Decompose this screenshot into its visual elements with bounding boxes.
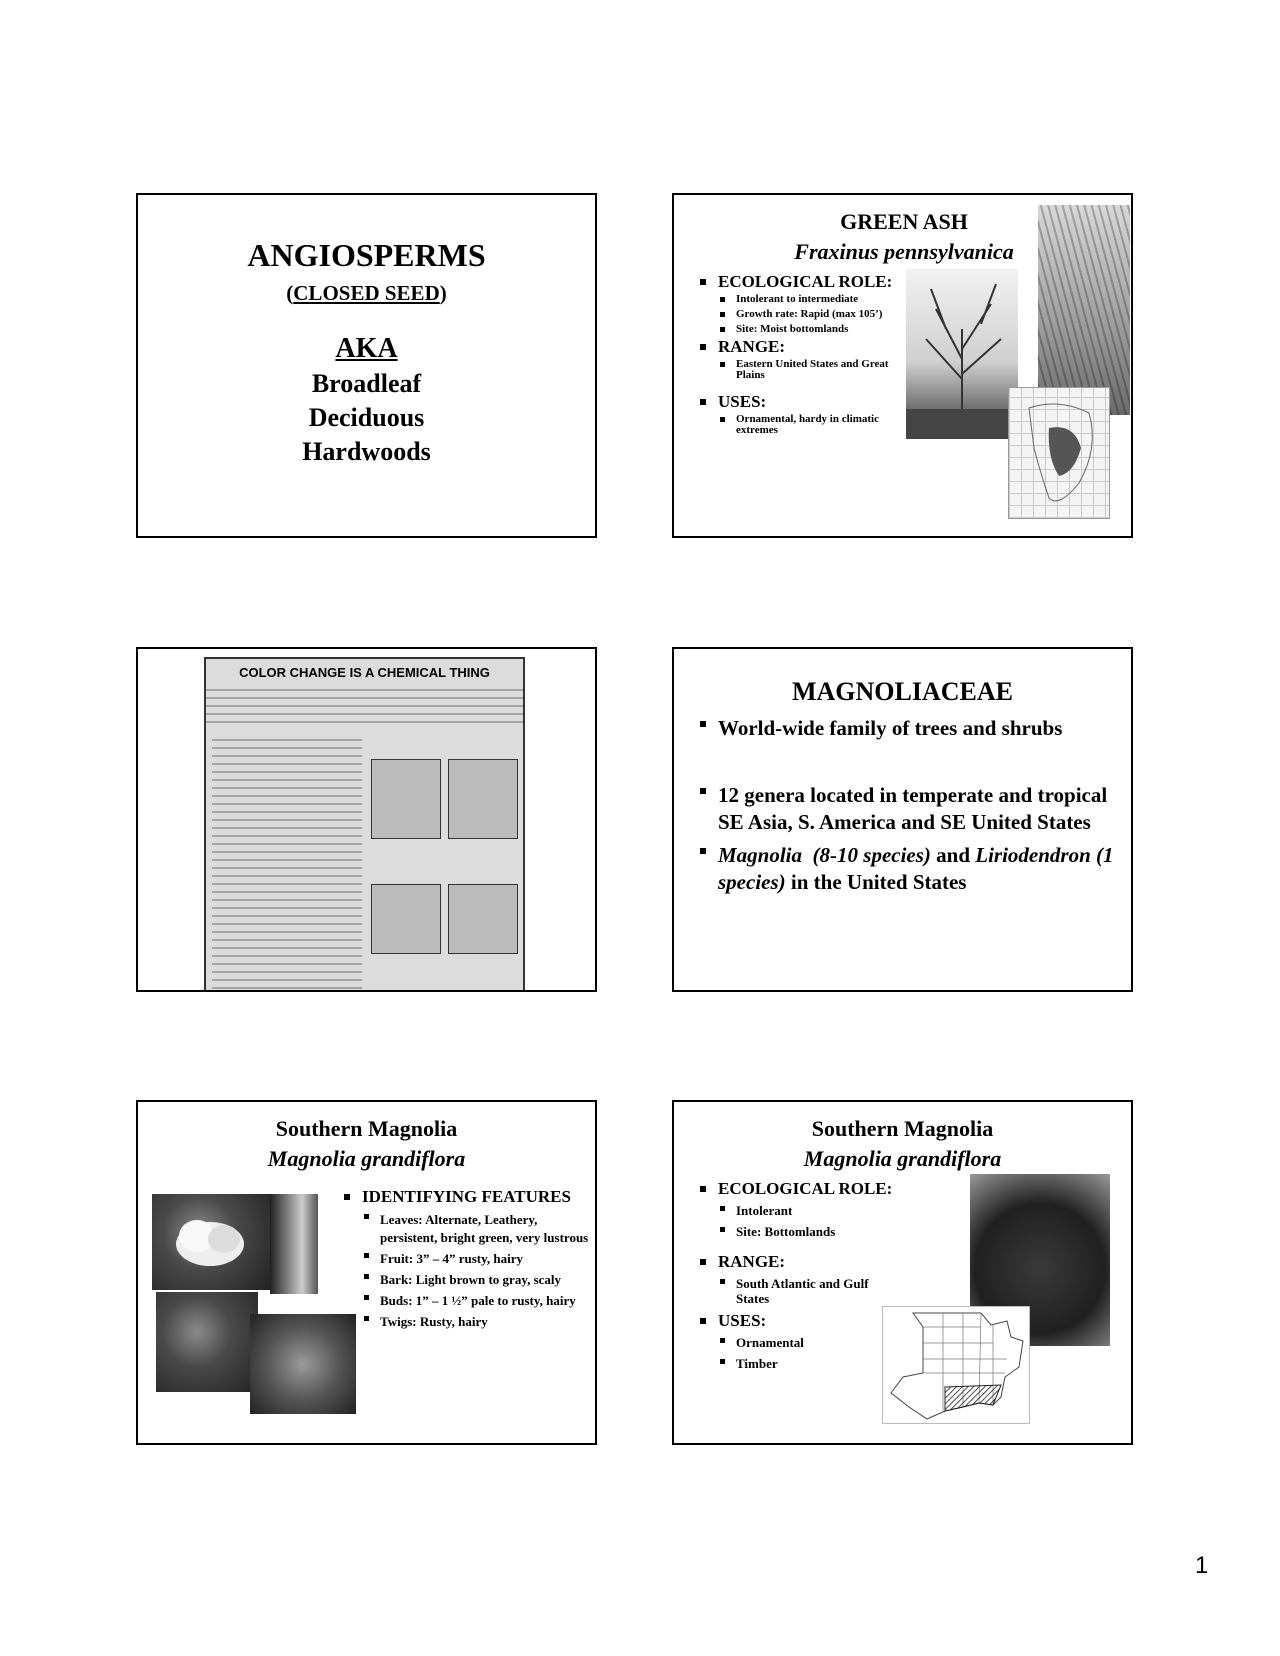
magnoliaceae-bullets — [700, 715, 1120, 896]
section-label: ECOLOGICAL ROLE: Intolerant to intermediate Growth rate: Rapid (max 105’) Site: Moist bottomlands — [700, 273, 900, 335]
magnolia-bark-photo — [270, 1194, 318, 1294]
newspaper-clipping-image — [204, 657, 525, 992]
slide-title: Southern Magnolia — [275, 1116, 458, 1141]
list-item: Intolerant — [720, 1203, 900, 1218]
list-item: Leaves: Alternate, Leathery, persistent, bright green, very lustrous — [364, 1211, 594, 1247]
slide-subtitle: (CLOSED SEED) — [286, 281, 447, 305]
clipping-headline: COLOR CHANGE IS A CHEMICAL THING — [239, 665, 490, 680]
slide-title: GREEN ASH — [840, 209, 968, 234]
section-label: USES: Ornamental Timber — [700, 1312, 900, 1371]
section-label: USES: Ornamental, hardy in climatic extremes — [700, 393, 900, 436]
slide-angiosperms — [136, 193, 597, 538]
species-name: Magnolia grandiflora — [267, 1146, 466, 1171]
slide-title: MAGNOLIACEAE — [791, 677, 1013, 706]
diagram-panel-1 — [371, 759, 441, 839]
clipping-text-column — [212, 739, 362, 989]
list-item: South Atlantic and Gulf States — [720, 1276, 900, 1306]
list-item: Timber — [720, 1356, 900, 1371]
section-label: IDENTIFYING FEATURES Leaves: Alternate, Leathery, persistent, bright green, very lustrous Fruit: 3” – 4” rusty, hairy Bark: Light brown to gray, scaly Buds: 1” – 1 ½” pale to rusty, hairy Twigs: Rusty, hairy — [344, 1188, 594, 1331]
term: Broadleaf — [311, 369, 422, 398]
list-item: Site: Bottomlands — [720, 1224, 900, 1239]
list-item: Magnolia (8-10 species) and Liriodendron (1 species) in the United States — [700, 842, 1120, 896]
section-label: ECOLOGICAL ROLE: Intolerant Site: Bottomlands — [700, 1180, 900, 1239]
slide-green-ash — [672, 193, 1133, 538]
list-item: Buds: 1” – 1 ½” pale to rusty, hairy — [364, 1292, 594, 1310]
page-number: 1 — [1195, 1552, 1209, 1579]
range-map-shape — [1009, 388, 1110, 519]
us-states-map — [883, 1307, 1030, 1424]
magnolia-fruit-photo — [156, 1292, 258, 1392]
list-item: Fruit: 3” – 4” rusty, hairy — [364, 1250, 594, 1268]
list-item: Twigs: Rusty, hairy — [364, 1313, 594, 1331]
section-label: RANGE: South Atlantic and Gulf States — [700, 1253, 900, 1306]
flower-shape — [152, 1194, 270, 1290]
diagram-panel-2 — [448, 759, 518, 839]
identifying-features-list — [344, 1188, 594, 1331]
list-item: Bark: Light brown to gray, scaly — [364, 1271, 594, 1289]
slide-title: ANGIOSPERMS — [247, 237, 486, 273]
list-item: Site: Moist bottomlands — [720, 324, 900, 335]
tree-silhouette — [906, 269, 1018, 439]
term: Hardwoods — [302, 437, 431, 466]
diagram-panel-3 — [371, 884, 441, 954]
green-ash-tree-photo — [906, 269, 1018, 439]
slide-color-change-clipping — [136, 647, 597, 992]
green-ash-bullets — [700, 273, 900, 436]
slide-magnoliaceae — [672, 647, 1133, 992]
list-item: World-wide family of trees and shrubs — [700, 715, 1120, 742]
species-name: Fraxinus pennsylvanica — [794, 239, 1014, 264]
list-item: Intolerant to intermediate — [720, 294, 900, 305]
species-name: Magnolia grandiflora — [803, 1146, 1002, 1171]
slide-title: Southern Magnolia — [811, 1116, 994, 1141]
aka-terms — [138, 367, 595, 469]
green-ash-range-map — [1008, 387, 1110, 519]
list-item: Eastern United States and Great Plains — [720, 359, 900, 381]
list-item: Ornamental — [720, 1335, 900, 1350]
green-ash-foliage-photo — [1038, 205, 1130, 415]
slide-southern-magnolia-ecology — [672, 1100, 1133, 1445]
term: Deciduous — [308, 403, 425, 432]
magnolia-range-map — [882, 1306, 1030, 1424]
list-item: 12 genera located in temperate and tropical SE Asia, S. America and SE United States — [700, 782, 1120, 836]
list-item: Growth rate: Rapid (max 105’) — [720, 309, 900, 320]
southern-magnolia-bullets — [700, 1180, 900, 1371]
diagram-panel-4 — [448, 884, 518, 954]
magnolia-leaf-photo — [250, 1314, 356, 1414]
section-label: RANGE: Eastern United States and Great Plains — [700, 338, 900, 381]
magnolia-flower-photo — [152, 1194, 270, 1290]
list-item: Ornamental, hardy in climatic extremes — [720, 414, 900, 436]
slide-southern-magnolia-features — [136, 1100, 597, 1445]
aka-heading: AKA — [335, 333, 398, 364]
